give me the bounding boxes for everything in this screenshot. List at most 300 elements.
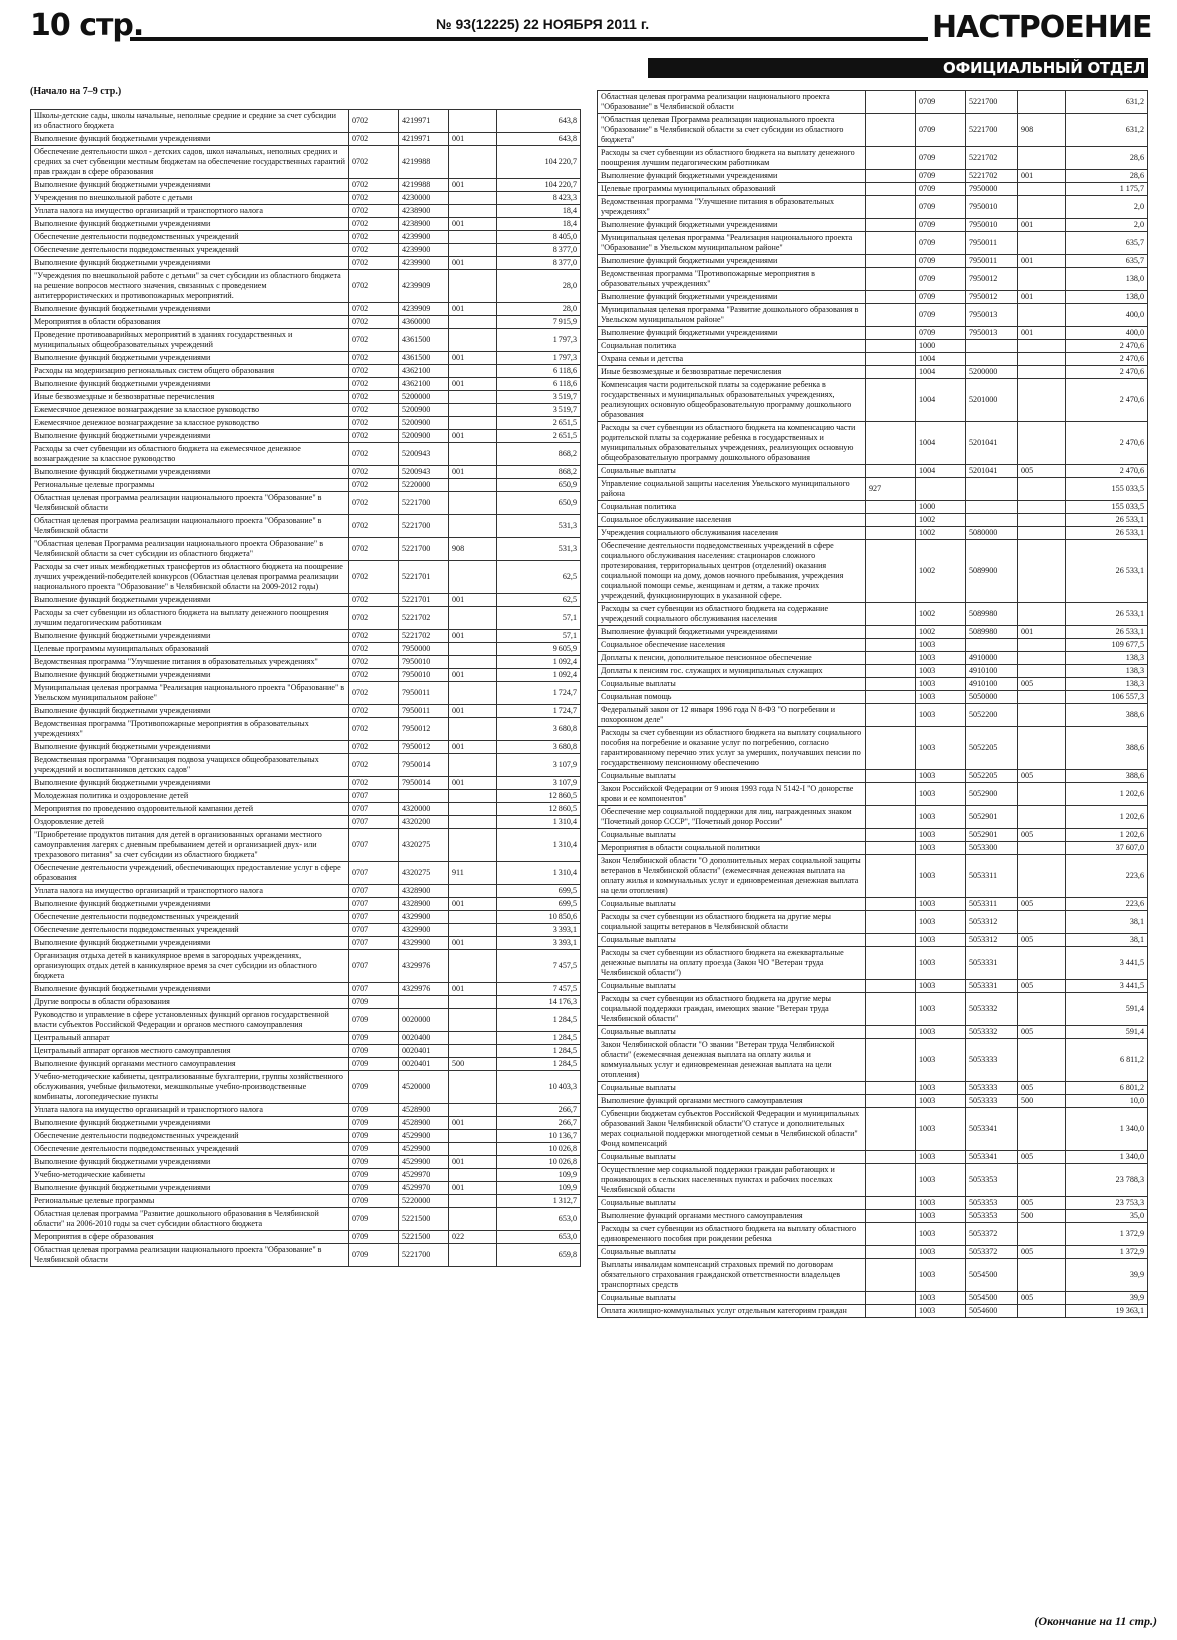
row-target-code: 5053311 <box>966 898 1018 911</box>
table-row <box>31 270 581 303</box>
row-expense-type: 001 <box>449 937 497 950</box>
row-target-code: 5053372 <box>966 1223 1018 1246</box>
row-ministry-code <box>866 501 916 514</box>
table-row <box>598 170 1148 183</box>
row-amount: 223,6 <box>1066 898 1148 911</box>
row-section-code: 1003 <box>916 993 966 1026</box>
row-section-code: 0709 <box>349 1244 399 1267</box>
row-expense-type <box>1018 911 1066 934</box>
row-amount: 10 026,8 <box>497 1156 581 1169</box>
table-row <box>598 340 1148 353</box>
row-name: Учебно-методические кабинеты, централизованные бухгалтерии, группы хозяйственного обслуживания, учебные фильмотеки, межшкольные учебно-производственные комбинаты, логопедические пункты <box>31 1071 349 1104</box>
row-ministry-code <box>866 1095 916 1108</box>
table-row <box>598 327 1148 340</box>
row-expense-type: 005 <box>1018 898 1066 911</box>
row-name: Расходы за счет субвенции из областного бюджета на выплату денежного поощрения лучшим педагогическим работникам <box>598 147 866 170</box>
row-target-code: 7950012 <box>966 268 1018 291</box>
row-amount: 12 860,5 <box>497 790 581 803</box>
table-row <box>31 561 581 594</box>
row-amount: 3 680,8 <box>497 718 581 741</box>
row-name: Уплата налога на имущество организаций и транспортного налога <box>31 205 349 218</box>
row-expense-type <box>449 656 497 669</box>
row-amount: 26 533,1 <box>1066 626 1148 639</box>
row-expense-type <box>1018 183 1066 196</box>
table-row <box>31 682 581 705</box>
row-name: Проведение противоаварийных мероприятий в зданиях государственных и муниципальных общеобразовательных учреждений <box>31 329 349 352</box>
row-section-code: 0702 <box>349 417 399 430</box>
row-section-code: 0702 <box>349 754 399 777</box>
row-section-code: 0702 <box>349 515 399 538</box>
row-expense-type: 005 <box>1018 1292 1066 1305</box>
row-amount: 653,0 <box>497 1231 581 1244</box>
row-ministry-code <box>866 232 916 255</box>
table-row <box>598 379 1148 422</box>
row-target-code <box>399 996 449 1009</box>
row-expense-type <box>1018 652 1066 665</box>
row-expense-type <box>449 754 497 777</box>
row-amount: 2,0 <box>1066 219 1148 232</box>
table-row <box>31 417 581 430</box>
row-expense-type <box>1018 947 1066 980</box>
row-name: Региональные целевые программы <box>31 1195 349 1208</box>
table-row <box>31 1045 581 1058</box>
row-amount: 1 092,4 <box>497 669 581 682</box>
row-expense-type: 001 <box>449 1156 497 1169</box>
row-ministry-code <box>866 170 916 183</box>
row-name: Уплата налога на имущество организаций и транспортного налога <box>31 1104 349 1117</box>
table-row <box>598 934 1148 947</box>
row-name: Социальные выплаты <box>598 465 866 478</box>
row-amount: 38,1 <box>1066 934 1148 947</box>
row-expense-type: 001 <box>1018 255 1066 268</box>
table-row <box>31 777 581 790</box>
table-row <box>31 257 581 270</box>
row-amount: 1 284,5 <box>497 1045 581 1058</box>
row-target-code: 4230000 <box>399 192 449 205</box>
row-target-code: 5080000 <box>966 527 1018 540</box>
row-expense-type: 500 <box>1018 1210 1066 1223</box>
row-target-code: 5201041 <box>966 465 1018 478</box>
row-name: Выполнение функций бюджетными учреждениями <box>31 983 349 996</box>
table-row <box>598 1082 1148 1095</box>
row-expense-type <box>449 1208 497 1231</box>
row-name: Обеспечение деятельности подведомственных учреждений <box>31 231 349 244</box>
row-amount: 6 801,2 <box>1066 1082 1148 1095</box>
table-row <box>598 898 1148 911</box>
row-amount: 39,9 <box>1066 1292 1148 1305</box>
row-expense-type <box>449 1032 497 1045</box>
row-name: Организация отдыха детей в каникулярное время в загородных учреждениях, организующих отдых детей в каникулярное время за счет субсидии из областного бюджета <box>31 950 349 983</box>
table-row <box>598 691 1148 704</box>
table-row <box>31 179 581 192</box>
row-section-code: 0702 <box>349 192 399 205</box>
row-section-code: 0709 <box>916 291 966 304</box>
row-expense-type <box>1018 993 1066 1026</box>
row-name: Выполнение функций бюджетными учреждениями <box>31 1156 349 1169</box>
row-amount: 223,6 <box>1066 855 1148 898</box>
row-section-code: 1003 <box>916 1164 966 1197</box>
row-amount: 12 860,5 <box>497 803 581 816</box>
row-section-code: 0702 <box>349 404 399 417</box>
row-section-code: 0707 <box>349 803 399 816</box>
row-amount: 155 033,5 <box>1066 501 1148 514</box>
row-target-code: 4910100 <box>966 665 1018 678</box>
row-target-code: 5200943 <box>399 443 449 466</box>
table-row <box>598 911 1148 934</box>
row-name: Ведомственная программа "Противопожарные мероприятия в образовательных учреждениях" <box>598 268 866 291</box>
row-amount: 37 607,0 <box>1066 842 1148 855</box>
table-row <box>31 1009 581 1032</box>
table-row <box>598 1259 1148 1292</box>
row-ministry-code <box>866 268 916 291</box>
table-row <box>598 527 1148 540</box>
row-name: Выполнение функций бюджетными учреждениями <box>31 630 349 643</box>
table-row <box>31 365 581 378</box>
row-target-code: 5053333 <box>966 1095 1018 1108</box>
row-amount: 18,4 <box>497 205 581 218</box>
row-name: Обеспечение деятельности учреждений, обеспечивающих предоставление услуг в сфере образования <box>31 862 349 885</box>
row-amount: 1 202,6 <box>1066 829 1148 842</box>
row-expense-type <box>449 365 497 378</box>
row-amount: 38,1 <box>1066 911 1148 934</box>
row-amount: 28,6 <box>1066 147 1148 170</box>
row-section-code: 1003 <box>916 1210 966 1223</box>
row-amount: 388,6 <box>1066 770 1148 783</box>
budget-table-right <box>597 90 1148 1318</box>
row-ministry-code <box>866 678 916 691</box>
row-target-code: 5053312 <box>966 911 1018 934</box>
row-amount: 10 136,7 <box>497 1130 581 1143</box>
row-ministry-code <box>866 1026 916 1039</box>
table-row <box>31 594 581 607</box>
row-section-code: 1003 <box>916 1246 966 1259</box>
row-section-code: 1003 <box>916 652 966 665</box>
page-number: 10 стр. <box>30 8 144 43</box>
table-row <box>31 669 581 682</box>
row-target-code: 0020401 <box>399 1058 449 1071</box>
row-amount: 7 457,5 <box>497 983 581 996</box>
row-ministry-code <box>866 1292 916 1305</box>
row-name: Целевые программы муниципальных образований <box>31 643 349 656</box>
table-row <box>598 291 1148 304</box>
row-section-code: 1003 <box>916 665 966 678</box>
table-row <box>31 316 581 329</box>
row-target-code: 5201041 <box>966 422 1018 465</box>
row-section-code: 1004 <box>916 366 966 379</box>
row-target-code: 5221500 <box>399 1208 449 1231</box>
table-row <box>31 1156 581 1169</box>
row-section-code: 0702 <box>349 705 399 718</box>
table-row <box>598 366 1148 379</box>
table-row <box>598 91 1148 114</box>
row-section-code: 0709 <box>349 1104 399 1117</box>
row-section-code: 1003 <box>916 806 966 829</box>
row-amount: 2 470,6 <box>1066 366 1148 379</box>
row-section-code: 1002 <box>916 527 966 540</box>
row-name: Центральный аппарат органов местного самоуправления <box>31 1045 349 1058</box>
row-target-code: 5089980 <box>966 603 1018 626</box>
row-name: Расходы за счет субвенции из областного бюджета на выплату социального пособия на погребение и оказание услуг по погребению, согласно гарантированному перечню этих услуг за умерших, получавших пенсии по государственному пенсионному обеспечению <box>598 727 866 770</box>
row-ministry-code <box>866 514 916 527</box>
table-row <box>598 1246 1148 1259</box>
row-target-code: 7950011 <box>966 232 1018 255</box>
table-row <box>598 1026 1148 1039</box>
row-target-code: 5053311 <box>966 855 1018 898</box>
row-amount: 3 107,9 <box>497 777 581 790</box>
row-target-code: 7950010 <box>399 656 449 669</box>
row-ministry-code <box>866 691 916 704</box>
row-expense-type: 908 <box>1018 114 1066 147</box>
row-name: Выполнение функций бюджетными учреждениями <box>31 303 349 316</box>
row-section-code: 0702 <box>349 777 399 790</box>
table-row <box>598 478 1148 501</box>
table-row <box>598 422 1148 465</box>
row-expense-type <box>1018 842 1066 855</box>
row-target-code: 4329976 <box>399 983 449 996</box>
table-row <box>31 1244 581 1267</box>
row-expense-type: 001 <box>1018 170 1066 183</box>
row-expense-type <box>449 146 497 179</box>
row-expense-type <box>1018 501 1066 514</box>
row-amount: 2 651,5 <box>497 417 581 430</box>
row-expense-type <box>449 205 497 218</box>
row-target-code: 4520000 <box>399 1071 449 1104</box>
row-name: Закон Российской Федерации от 9 июня 1993 года N 5142-I "О донорстве крови и ее компонентов" <box>598 783 866 806</box>
table-row <box>598 626 1148 639</box>
table-row <box>598 183 1148 196</box>
row-expense-type <box>1018 603 1066 626</box>
row-amount: 1 310,4 <box>497 816 581 829</box>
row-section-code: 1003 <box>916 855 966 898</box>
table-row <box>31 303 581 316</box>
row-expense-type <box>449 1244 497 1267</box>
row-ministry-code <box>866 639 916 652</box>
row-expense-type <box>1018 527 1066 540</box>
row-target-code: 4239909 <box>399 303 449 316</box>
row-amount: 650,9 <box>497 479 581 492</box>
row-amount: 10 403,3 <box>497 1071 581 1104</box>
row-expense-type: 001 <box>449 378 497 391</box>
row-expense-type <box>449 329 497 352</box>
row-name: Школы-детские сады, школы начальные, неполные средние и средние за счет субсидии из областного бюджета <box>31 110 349 133</box>
row-expense-type <box>1018 366 1066 379</box>
row-expense-type <box>449 492 497 515</box>
row-ministry-code <box>866 219 916 232</box>
row-expense-type <box>1018 1223 1066 1246</box>
row-name: Расходы за счет иных межбюджетных трансфертов из областного бюджета на поощрение лучших учреждений-победителей конкурсов (Областная целевая программа реализации национального проекта "Образование" в Челябинской области на 2009-2012 годы) <box>31 561 349 594</box>
row-section-code: 0709 <box>916 147 966 170</box>
row-name: Выполнение функций бюджетными учреждениями <box>31 705 349 718</box>
table-row <box>598 255 1148 268</box>
row-amount: 1 310,4 <box>497 862 581 885</box>
row-name: Целевые программы муниципальных образований <box>598 183 866 196</box>
row-expense-type: 005 <box>1018 465 1066 478</box>
table-row <box>598 540 1148 603</box>
row-expense-type: 001 <box>449 218 497 231</box>
row-target-code: 4529900 <box>399 1130 449 1143</box>
row-amount: 10,0 <box>1066 1095 1148 1108</box>
row-expense-type <box>1018 704 1066 727</box>
row-ministry-code <box>866 911 916 934</box>
row-expense-type: 911 <box>449 862 497 885</box>
row-name: Доплаты к пенсии, дополнительное пенсионное обеспечение <box>598 652 866 665</box>
row-section-code: 1002 <box>916 540 966 603</box>
row-section-code: 1003 <box>916 1039 966 1082</box>
row-amount: 6 811,2 <box>1066 1039 1148 1082</box>
row-section-code: 0707 <box>349 829 399 862</box>
row-expense-type <box>1018 232 1066 255</box>
row-target-code: 7950000 <box>966 183 1018 196</box>
row-target-code: 5053332 <box>966 993 1018 1026</box>
row-ministry-code <box>866 855 916 898</box>
continued-on-note: (Окончание на 11 стр.) <box>1034 1614 1157 1628</box>
row-target-code: 4239909 <box>399 270 449 303</box>
row-name: Областная целевая программа реализации национального проекта "Образование" в Челябинской области <box>31 492 349 515</box>
row-name: Доплаты к пенсиям гос. служащих и муниципальных служащих <box>598 665 866 678</box>
row-section-code: 0707 <box>349 898 399 911</box>
row-amount: 3 680,8 <box>497 741 581 754</box>
row-ministry-code <box>866 898 916 911</box>
row-name: Выполнение функций бюджетными учреждениями <box>31 669 349 682</box>
row-target-code: 5221700 <box>399 515 449 538</box>
row-amount: 266,7 <box>497 1117 581 1130</box>
row-ministry-code <box>866 626 916 639</box>
row-name: Учреждения по внешкольной работе с детьми <box>31 192 349 205</box>
row-expense-type <box>1018 478 1066 501</box>
row-ministry-code <box>866 829 916 842</box>
row-expense-type: 005 <box>1018 1082 1066 1095</box>
row-amount: 57,1 <box>497 607 581 630</box>
row-expense-type <box>1018 665 1066 678</box>
row-target-code: 7950010 <box>399 669 449 682</box>
table-row <box>31 803 581 816</box>
row-section-code: 0709 <box>349 1117 399 1130</box>
row-amount: 138,0 <box>1066 291 1148 304</box>
row-target-code: 5053333 <box>966 1039 1018 1082</box>
row-name: Выполнение функций органами местного самоуправления <box>598 1095 866 1108</box>
table-row <box>31 996 581 1009</box>
row-ministry-code <box>866 727 916 770</box>
row-name: Выполнение функций бюджетными учреждениями <box>598 170 866 183</box>
row-ministry-code <box>866 980 916 993</box>
row-section-code: 0702 <box>349 466 399 479</box>
row-name: Областная целевая программа "Развитие дошкольного образования в Челябинской области" на 2006-2010 годы за счет субсидии областного бюджета <box>31 1208 349 1231</box>
row-target-code: 4529970 <box>399 1182 449 1195</box>
row-amount: 635,7 <box>1066 255 1148 268</box>
row-name: Федеральный закон от 12 января 1996 года N 8-ФЗ "О погребении и похоронном деле" <box>598 704 866 727</box>
table-row <box>598 665 1148 678</box>
row-name: Выполнение функций бюджетными учреждениями <box>31 352 349 365</box>
row-expense-type: 005 <box>1018 678 1066 691</box>
row-expense-type <box>449 790 497 803</box>
row-expense-type <box>449 718 497 741</box>
row-target-code: 5200900 <box>399 404 449 417</box>
row-target-code: 5054500 <box>966 1292 1018 1305</box>
row-target-code: 4329976 <box>399 950 449 983</box>
row-amount: 28,6 <box>1066 170 1148 183</box>
row-target-code: 4528900 <box>399 1104 449 1117</box>
row-name: Социальные выплаты <box>598 1082 866 1095</box>
row-section-code: 0709 <box>349 1169 399 1182</box>
row-expense-type: 005 <box>1018 1197 1066 1210</box>
row-amount: 2 470,6 <box>1066 422 1148 465</box>
row-section-code: 0707 <box>349 950 399 983</box>
row-target-code: 5053372 <box>966 1246 1018 1259</box>
row-target-code: 5052205 <box>966 770 1018 783</box>
row-name: Компенсация части родительской платы за содержание ребенка в государственных и муниципальных образовательных учреждениях, реализующих основную общеобразовательную программу дошкольного образования <box>598 379 866 422</box>
row-amount: 1 175,7 <box>1066 183 1148 196</box>
row-amount: 138,3 <box>1066 652 1148 665</box>
table-row <box>31 1231 581 1244</box>
table-row <box>31 443 581 466</box>
row-section-code: 0702 <box>349 365 399 378</box>
row-target-code: 7950000 <box>399 643 449 656</box>
row-expense-type <box>1018 147 1066 170</box>
row-target-code: 7950010 <box>966 196 1018 219</box>
row-expense-type <box>1018 727 1066 770</box>
table-row <box>598 993 1148 1026</box>
row-section-code: 0702 <box>349 479 399 492</box>
row-target-code: 5053312 <box>966 934 1018 947</box>
table-row <box>31 705 581 718</box>
row-target-code: 5053331 <box>966 980 1018 993</box>
table-row <box>31 404 581 417</box>
table-row <box>31 911 581 924</box>
row-amount: 3 519,7 <box>497 391 581 404</box>
row-target-code: 4361500 <box>399 329 449 352</box>
row-name: Расходы за счет субвенции из областного бюджета на другие меры социальной поддержки граждан, имеющих звание "Ветеран труда Челябинской области" <box>598 993 866 1026</box>
row-ministry-code <box>866 603 916 626</box>
row-name: Расходы за счет субвенции из областного бюджета на компенсацию части родительской платы за содержание ребенка в государственных и муниципальных образовательных учреждениях, реализующих основную общеобразовательную программу дошкольного образования <box>598 422 866 465</box>
row-name: Выполнение функций бюджетными учреждениями <box>31 466 349 479</box>
row-expense-type <box>449 1045 497 1058</box>
section-label: ОФИЦИАЛЬНЫЙ ОТДЕЛ <box>943 59 1145 77</box>
row-target-code: 7950012 <box>966 291 1018 304</box>
row-name: Иные безвозмездные и безвозвратные перечисления <box>31 391 349 404</box>
row-target-code: 4320200 <box>399 816 449 829</box>
row-amount: 1 372,9 <box>1066 1246 1148 1259</box>
row-amount: 10 850,6 <box>497 911 581 924</box>
row-target-code: 7950010 <box>966 219 1018 232</box>
row-target-code: 4910100 <box>966 678 1018 691</box>
row-section-code: 1003 <box>916 1026 966 1039</box>
row-expense-type <box>1018 855 1066 898</box>
table-row <box>598 1151 1148 1164</box>
row-amount: 138,0 <box>1066 268 1148 291</box>
row-name: Расходы за счет субвенции из областного бюджета на выплату областного единовременного пособия при рождении ребенка <box>598 1223 866 1246</box>
row-amount: 631,2 <box>1066 91 1148 114</box>
table-row <box>31 192 581 205</box>
row-ministry-code <box>866 366 916 379</box>
row-name: "Приобретение продуктов питания для детей в организованных органами местного самоуправления лагерях с дневным пребыванием детей и организацией двух- или трехразового питания" за счет субсидии из областного бюджета" <box>31 829 349 862</box>
table-row <box>598 268 1148 291</box>
row-name: Учебно-методические кабинеты <box>31 1169 349 1182</box>
row-target-code: 4239900 <box>399 257 449 270</box>
row-expense-type <box>449 803 497 816</box>
row-target-code: 5053300 <box>966 842 1018 855</box>
table-row <box>598 1305 1148 1318</box>
row-amount: 35,0 <box>1066 1210 1148 1223</box>
table-row <box>31 718 581 741</box>
row-name: Социальные выплаты <box>598 770 866 783</box>
row-amount: 57,1 <box>497 630 581 643</box>
row-name: Мероприятия в области социальной политики <box>598 842 866 855</box>
table-row <box>31 741 581 754</box>
row-name: Выполнение функций бюджетными учреждениями <box>31 378 349 391</box>
row-name: Обеспечение деятельности школ - детских садов, школ начальных, неполных средних и средних за счет субвенции местным бюджетам на обеспечение государственных гарантий прав граждан в сфере образования <box>31 146 349 179</box>
row-expense-type <box>1018 91 1066 114</box>
row-target-code: 4219988 <box>399 179 449 192</box>
